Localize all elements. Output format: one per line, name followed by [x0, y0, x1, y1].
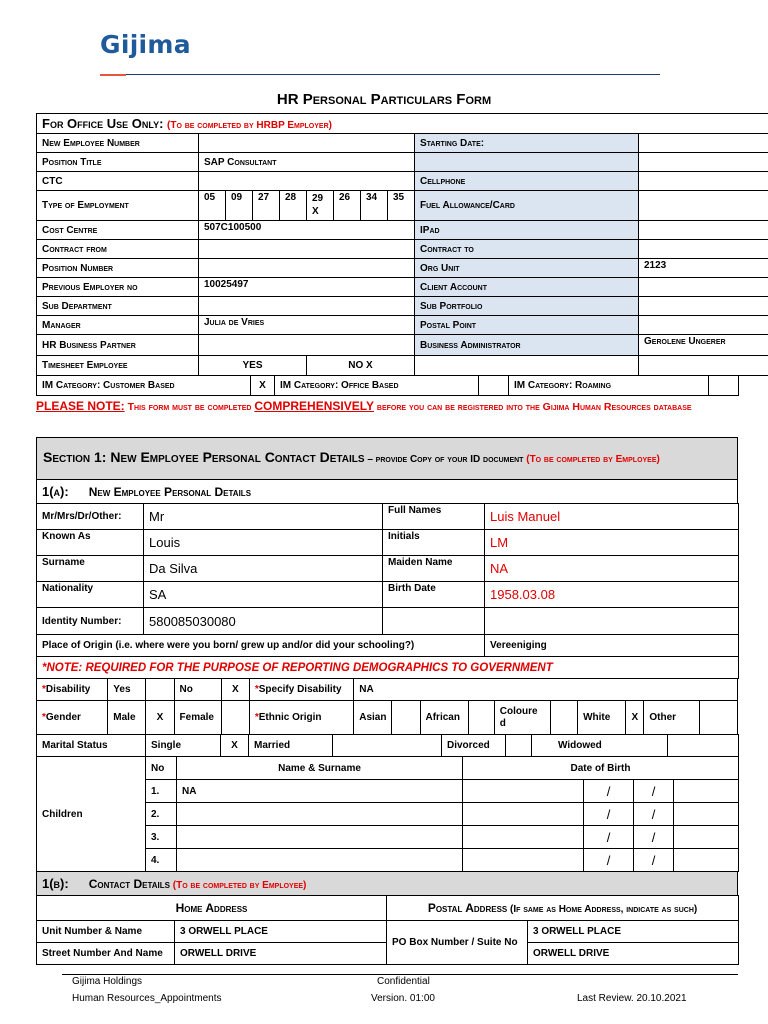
office-heading-row: [37, 114, 768, 134]
footer-company: Gijima Holdings: [72, 976, 143, 987]
gender-label: [37, 701, 108, 735]
position-title-label: Position Title: [37, 153, 199, 172]
widowed-check[interactable]: [668, 735, 739, 757]
section1a-number: 1(a):: [42, 484, 69, 499]
position-number-label: Position Number: [37, 259, 199, 278]
postal-address-title: Postal Address: [427, 901, 508, 915]
title-value[interactable]: Mr: [144, 504, 383, 530]
title-label: Mr/Mrs/Dr/Other:: [37, 504, 144, 530]
office-heading-note: (To be completed by HRBP Employer): [167, 120, 332, 131]
child-name[interactable]: [177, 826, 463, 849]
coloured-label: Coloure d: [494, 701, 550, 735]
children-label: Children: [37, 757, 146, 872]
full-names-value[interactable]: Luis Manuel: [485, 504, 739, 530]
demographics-table: [36, 678, 738, 735]
im-category-table: [36, 375, 739, 396]
footer-confidential: Confidential: [377, 976, 430, 987]
office-heading: For Office Use Only:: [42, 116, 164, 131]
child-no: 2.: [146, 803, 177, 826]
cellphone-field[interactable]: [639, 172, 768, 191]
male-label: Male: [108, 701, 146, 735]
children-table: [36, 756, 739, 872]
type-code-mark: X: [312, 206, 319, 217]
timesheet-yes[interactable]: YES: [199, 356, 307, 376]
required-marker: *: [254, 684, 259, 695]
dob-year[interactable]: [674, 780, 739, 803]
ctc-field[interactable]: [199, 172, 415, 191]
required-marker: *: [254, 712, 259, 723]
place-of-origin-label: Place of Origin (i.e. where were you born/ grew up and/or did your schooling?): [37, 635, 485, 657]
contract-to-label: Contract to: [415, 240, 639, 259]
disability-no-check[interactable]: X: [221, 679, 249, 701]
birth-date-value[interactable]: 1958.03.08: [485, 582, 739, 608]
gijima-logo: Gijima: [100, 30, 191, 59]
client-account-field[interactable]: [639, 278, 768, 297]
african-check[interactable]: [468, 701, 494, 735]
known-as-label: Known As: [37, 530, 144, 556]
manager-value[interactable]: Julia de Vries: [199, 316, 415, 335]
asian-check[interactable]: [392, 701, 420, 735]
dob-day[interactable]: /: [584, 849, 634, 872]
form-title: HR Personal Particulars Form: [276, 91, 492, 108]
im-customer-check[interactable]: X: [251, 376, 275, 396]
blank-cell: [383, 608, 485, 635]
dob-day[interactable]: /: [584, 826, 634, 849]
hr-business-partner-label: HR Business Partner: [37, 335, 199, 356]
coloured-check[interactable]: [551, 701, 578, 735]
initials-label: Initials: [383, 530, 485, 556]
address-table: [36, 895, 739, 965]
contract-to-field[interactable]: [639, 240, 768, 259]
contract-from-label: Contract from: [37, 240, 199, 259]
dob-month[interactable]: /: [634, 803, 674, 826]
male-check[interactable]: X: [146, 701, 174, 735]
required-marker: *: [42, 684, 46, 695]
gender-text: Gender: [45, 712, 81, 723]
known-as-value[interactable]: Louis: [144, 530, 383, 556]
section1-title-note: (To be completed by Employee): [526, 454, 660, 465]
blank-cell: [639, 153, 768, 172]
section1b-row: [37, 872, 738, 896]
timesheet-no[interactable]: NO X: [307, 356, 415, 376]
children-col-no: No: [146, 757, 177, 780]
surname-value[interactable]: Da Silva: [144, 556, 383, 582]
type-code[interactable]: 28: [280, 191, 307, 221]
fuel-allowance-label: Fuel Allowance/Card: [415, 191, 639, 221]
home-address-heading: Home Address: [37, 896, 387, 921]
client-account-label: Client Account: [415, 278, 639, 297]
previous-employer-label: Previous Employer no: [37, 278, 199, 297]
please-note-text: This form must be completed: [124, 401, 255, 413]
divorced-check[interactable]: [506, 735, 532, 757]
dob-day[interactable]: /: [584, 780, 634, 803]
asian-label: Asian: [354, 701, 392, 735]
cost-centre-label: Cost Centre: [37, 221, 199, 240]
specify-disability-label: [249, 679, 353, 701]
ethnic-origin-text: Ethnic Origin: [258, 712, 322, 723]
business-administrator-value[interactable]: Gerolene Ungerer: [639, 335, 768, 356]
business-administrator-label: Business Administrator: [415, 335, 639, 356]
im-customer-label: IM Category: Customer Based: [37, 376, 251, 396]
blank-cell: [415, 153, 639, 172]
office-use-table: [36, 113, 768, 376]
new-employee-number-field[interactable]: [199, 134, 415, 153]
unit-number-label: Unit Number & Name: [37, 921, 175, 943]
child-dob-spacer: [463, 803, 584, 826]
type-code[interactable]: 26: [334, 191, 361, 221]
po-box-value[interactable]: 3 ORWELL PLACE: [528, 921, 739, 943]
footer-review: Last Review. 20.10.2021: [577, 993, 687, 1004]
dob-month[interactable]: /: [634, 826, 674, 849]
birth-date-label: Birth Date: [383, 582, 485, 608]
nationality-label: Nationality: [37, 582, 144, 608]
cellphone-label: Cellphone: [415, 172, 639, 191]
demographics-note: *NOTE: REQUIRED FOR THE PURPOSE OF REPORTING DEMOGRAPHICS TO GOVERNMENT: [37, 657, 739, 679]
header-accent: [100, 74, 126, 76]
new-employee-number-label: New Employee Number: [37, 134, 199, 153]
identity-number-value[interactable]: 580085030080: [144, 608, 383, 635]
sub-portfolio-field[interactable]: [639, 297, 768, 316]
timesheet-employee-label: Timesheet Employee: [37, 356, 199, 376]
please-note-label: PLEASE NOTE:: [36, 399, 125, 413]
widowed-label: Widowed: [532, 735, 668, 757]
section1-header-table: [36, 437, 738, 504]
african-label: African: [420, 701, 468, 735]
required-marker: *: [42, 712, 46, 723]
po-box-value-2[interactable]: ORWELL DRIVE: [528, 943, 739, 965]
type-of-employment-label: Type of Employment: [37, 191, 199, 221]
marital-status-table: [36, 734, 739, 757]
footer-rule: [62, 974, 738, 975]
child-dob-spacer: [463, 849, 584, 872]
section1b-number: 1(b):: [42, 876, 69, 891]
surname-label: Surname: [37, 556, 144, 582]
child-name[interactable]: [177, 849, 463, 872]
im-roaming-check[interactable]: [709, 376, 739, 396]
type-code[interactable]: 35: [388, 191, 415, 221]
child-no: 4.: [146, 849, 177, 872]
child-name[interactable]: [177, 803, 463, 826]
contract-from-field[interactable]: [199, 240, 415, 259]
please-note-emph: COMPREHENSIVELY: [254, 399, 374, 413]
manager-label: Manager: [37, 316, 199, 335]
specify-disability-value[interactable]: NA: [354, 679, 738, 701]
type-code[interactable]: 34: [361, 191, 388, 221]
type-code[interactable]: 09: [226, 191, 253, 221]
section1-title-row: [37, 438, 738, 480]
full-names-label: Full Names: [383, 504, 485, 530]
personal-details-table: [36, 503, 739, 679]
hr-business-partner-field[interactable]: [199, 335, 415, 356]
type-code-selected[interactable]: [307, 191, 334, 221]
ipad-field[interactable]: [639, 221, 768, 240]
org-unit-value[interactable]: 2123: [639, 259, 768, 278]
type-code: 29: [312, 193, 324, 204]
footer-version: Version. 01:00: [371, 993, 435, 1004]
im-roaming-label: IM Category: Roaming: [509, 376, 709, 396]
unit-number-value[interactable]: 3 ORWELL PLACE: [175, 921, 387, 943]
header-rule: [100, 74, 660, 75]
ctc-label: CTC: [37, 172, 199, 191]
disability-yes-check[interactable]: [146, 679, 174, 701]
section1b-title: Contact Details: [88, 877, 170, 891]
ipad-label: IPad: [415, 221, 639, 240]
dob-year[interactable]: [674, 803, 739, 826]
maiden-name-value[interactable]: NA: [485, 556, 739, 582]
please-note: [36, 398, 740, 416]
previous-employer-value[interactable]: 10025497: [199, 278, 415, 297]
starting-date-field[interactable]: [639, 134, 768, 153]
maiden-name-label: Maiden Name: [383, 556, 485, 582]
initials-value[interactable]: LM: [485, 530, 739, 556]
disability-no-label: No: [174, 679, 221, 701]
divorced-label: Divorced: [442, 735, 506, 757]
nationality-value[interactable]: SA: [144, 582, 383, 608]
ethnic-origin-label: [249, 701, 353, 735]
street-label: Street Number And Name: [37, 943, 175, 965]
cost-centre-value[interactable]: 507C100500: [199, 221, 415, 240]
section1-title-sub: – provide Copy of your ID document: [364, 454, 527, 465]
sub-department-label: Sub Department: [37, 297, 199, 316]
dob-day[interactable]: /: [584, 803, 634, 826]
blank-cell: [639, 356, 768, 376]
im-office-label: IM Category: Office Based: [275, 376, 479, 396]
street-value[interactable]: ORWELL DRIVE: [175, 943, 387, 965]
white-check[interactable]: X: [626, 701, 644, 735]
single-label: Single: [146, 735, 221, 757]
dob-month[interactable]: /: [634, 780, 674, 803]
position-number-field[interactable]: [199, 259, 415, 278]
place-of-origin-value[interactable]: Vereeniging: [485, 635, 739, 657]
dob-year[interactable]: [674, 849, 739, 872]
blank-cell: [415, 356, 639, 376]
starting-date-label: Starting Date:: [415, 134, 639, 153]
child-dob-spacer: [463, 826, 584, 849]
footer-document: Human Resources_Appointments: [72, 993, 222, 1004]
section1b-note: (To be completed by Employee): [172, 880, 307, 891]
white-label: White: [578, 701, 626, 735]
disability-label: [37, 679, 108, 701]
other-check[interactable]: [699, 701, 737, 735]
please-note-text-2: before you can be registered into the Gijima Human Resources database: [373, 401, 692, 413]
section1-title: Section 1: New Employee Personal Contact Details: [43, 449, 365, 465]
female-check[interactable]: [221, 701, 249, 735]
specify-disability-text: Specify Disability: [258, 684, 342, 695]
dob-month[interactable]: /: [634, 849, 674, 872]
other-label: Other: [644, 701, 699, 735]
type-code[interactable]: 05: [199, 191, 226, 221]
disability-yes-label: Yes: [108, 679, 146, 701]
postal-point-field[interactable]: [639, 316, 768, 335]
type-code[interactable]: 27: [253, 191, 280, 221]
married-check[interactable]: [333, 735, 442, 757]
child-name[interactable]: NA: [177, 780, 463, 803]
po-box-label: PO Box Number / Suite No: [387, 921, 528, 965]
im-office-check[interactable]: [479, 376, 509, 396]
married-label: Married: [249, 735, 333, 757]
child-no: 3.: [146, 826, 177, 849]
dob-year[interactable]: [674, 826, 739, 849]
section1a-row: [37, 480, 738, 504]
blank-cell: [485, 608, 739, 635]
identity-number-label: Identity Number:: [37, 608, 144, 635]
postal-point-label: Postal Point: [415, 316, 639, 335]
female-label: Female: [174, 701, 221, 735]
sub-portfolio-label: Sub Portfolio: [415, 297, 639, 316]
child-no: 1.: [146, 780, 177, 803]
disability-text: Disability: [45, 684, 91, 695]
org-unit-label: Org Unit: [415, 259, 639, 278]
sub-department-field[interactable]: [199, 297, 415, 316]
position-title-value[interactable]: SAP Consultant: [199, 153, 415, 172]
child-dob-spacer: [463, 780, 584, 803]
fuel-allowance-field[interactable]: [639, 191, 768, 221]
postal-address-heading: [387, 896, 739, 921]
children-col-name: Name & Surname: [177, 757, 463, 780]
single-check[interactable]: X: [221, 735, 249, 757]
section1b-header-table: [36, 871, 738, 896]
marital-status-label: Marital Status: [37, 735, 146, 757]
section1a-title: New Employee Personal Details: [88, 485, 252, 499]
postal-address-note: (If same as Home Address, indicate as such): [510, 904, 698, 915]
children-col-dob: Date of Birth: [463, 757, 739, 780]
